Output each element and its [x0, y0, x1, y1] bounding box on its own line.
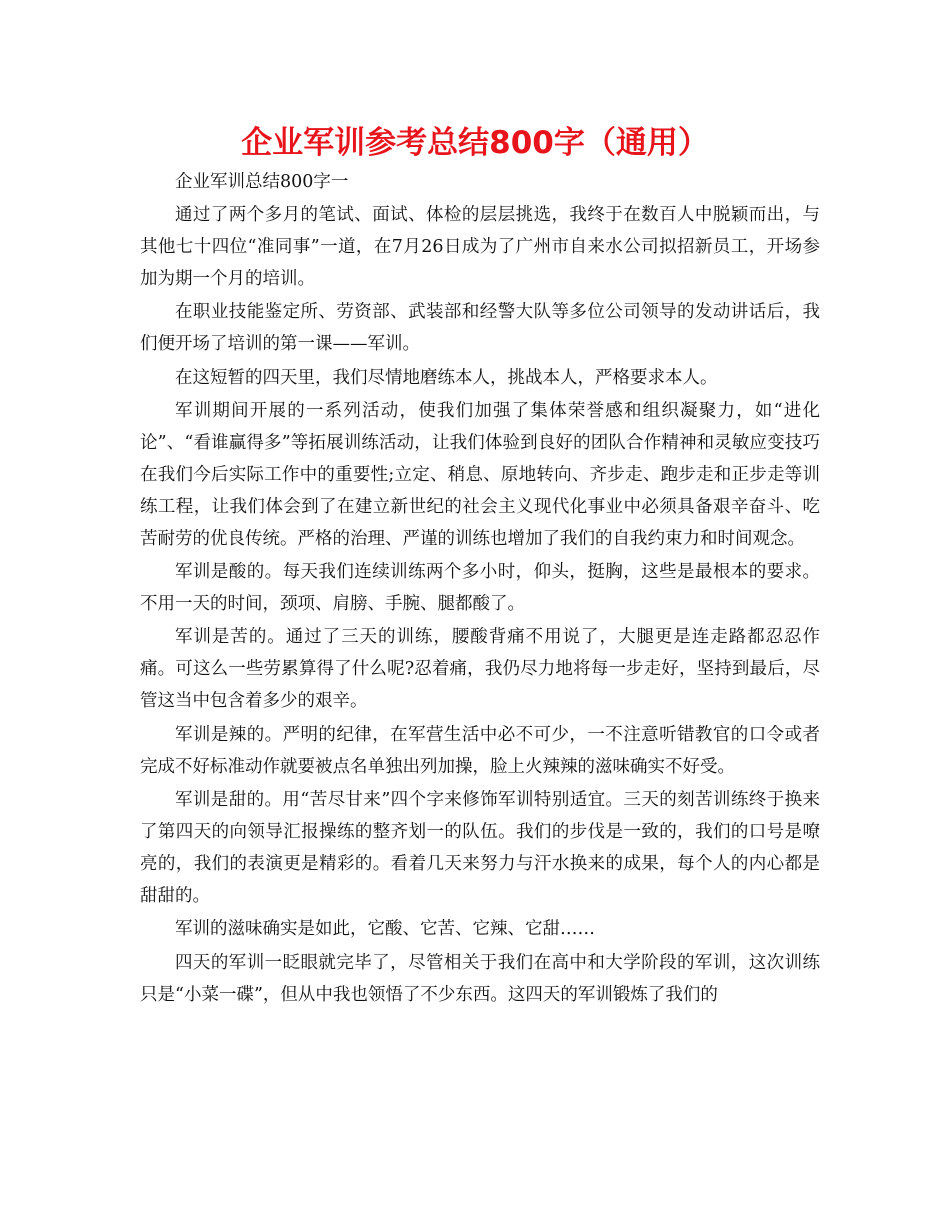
- paragraph: 军训期间开展的一系列活动，使我们加强了集体荣誉感和组织凝聚力，如“进化论”、“看谁赢得多”等拓展训练活动，让我们体验到良好的团队合作精神和灵敏应变技巧在我们今后实际工作中的重要性;立定、稍息、原地转向、齐步走、跑步走和正步走等训练工程，让我们体会到了在建立新世纪的社会主义现代化事业中必须具备艰辛奋斗、吃苦耐劳的优良传统。严格的治理、严谨的训练也增加了我们的自我约束力和时间观念。: [140, 400, 820, 549]
- paragraph: 军训是甜的。用“苦尽甘来”四个字来修饰军训特别适宜。三天的刻苦训练终于换来了第四天的向领导汇报操练的整齐划一的队伍。我们的步伐是一致的，我们的口号是嘹亮的，我们的表演更是精彩的。看着几天来努力与汗水换来的成果，每个人的内心都是甜甜的。: [140, 790, 820, 907]
- section-heading: 企业军训总结800字一: [175, 172, 349, 192]
- paragraph: 军训是辣的。严明的纪律，在军营生活中必不可少，一不注意听错教官的口令或者完成不好标准动作就要被点名单独出列加操，脸上火辣辣的滋味确实不好受。: [140, 724, 820, 777]
- paragraph: 军训是酸的。每天我们连续训练两个多小时，仰头，挺胸，这些是最根本的要求。不用一天的时间，颈项、肩膀、手腕、腿都酸了。: [140, 562, 820, 615]
- paragraph: 通过了两个多月的笔试、面试、体检的层层挑选，我终于在数百人中脱颖而出，与其他七十四位“准同事”一道，在7月26日成为了广州市自来水公司拟招新员工，开场参加为期一个月的培训。: [140, 205, 820, 289]
- paragraph: 在职业技能鉴定所、劳资部、武装部和经警大队等多位公司领导的发动讲话后，我们便开场了培训的第一课——军训。: [140, 302, 820, 355]
- paragraph: 军训的滋味确实是如此，它酸、它苦、它辣、它甜……: [175, 919, 595, 940]
- paragraph: 在这短暂的四天里，我们尽情地磨练本人，挑战本人，严格要求本人。: [175, 367, 718, 388]
- paragraph: 四天的军训一眨眼就完毕了，尽管相关于我们在高中和大学阶段的军训，这次训练只是“小菜一碟”，但从中我也领悟了不少东西。这四天的军训锻炼了我们的: [140, 952, 820, 1005]
- document-body: [140, 166, 820, 1012]
- document-title: 企业军训参考总结800字（通用）: [241, 125, 709, 161]
- paragraph: 军训是苦的。通过了三天的训练，腰酸背痛不用说了，大腿更是连走路都忍忍作痛。可这么一些劳累算得了什么呢?忍着痛，我仍尽力地将每一步走好，坚持到最后，尽管这当中包含着多少的艰辛。: [140, 627, 820, 712]
